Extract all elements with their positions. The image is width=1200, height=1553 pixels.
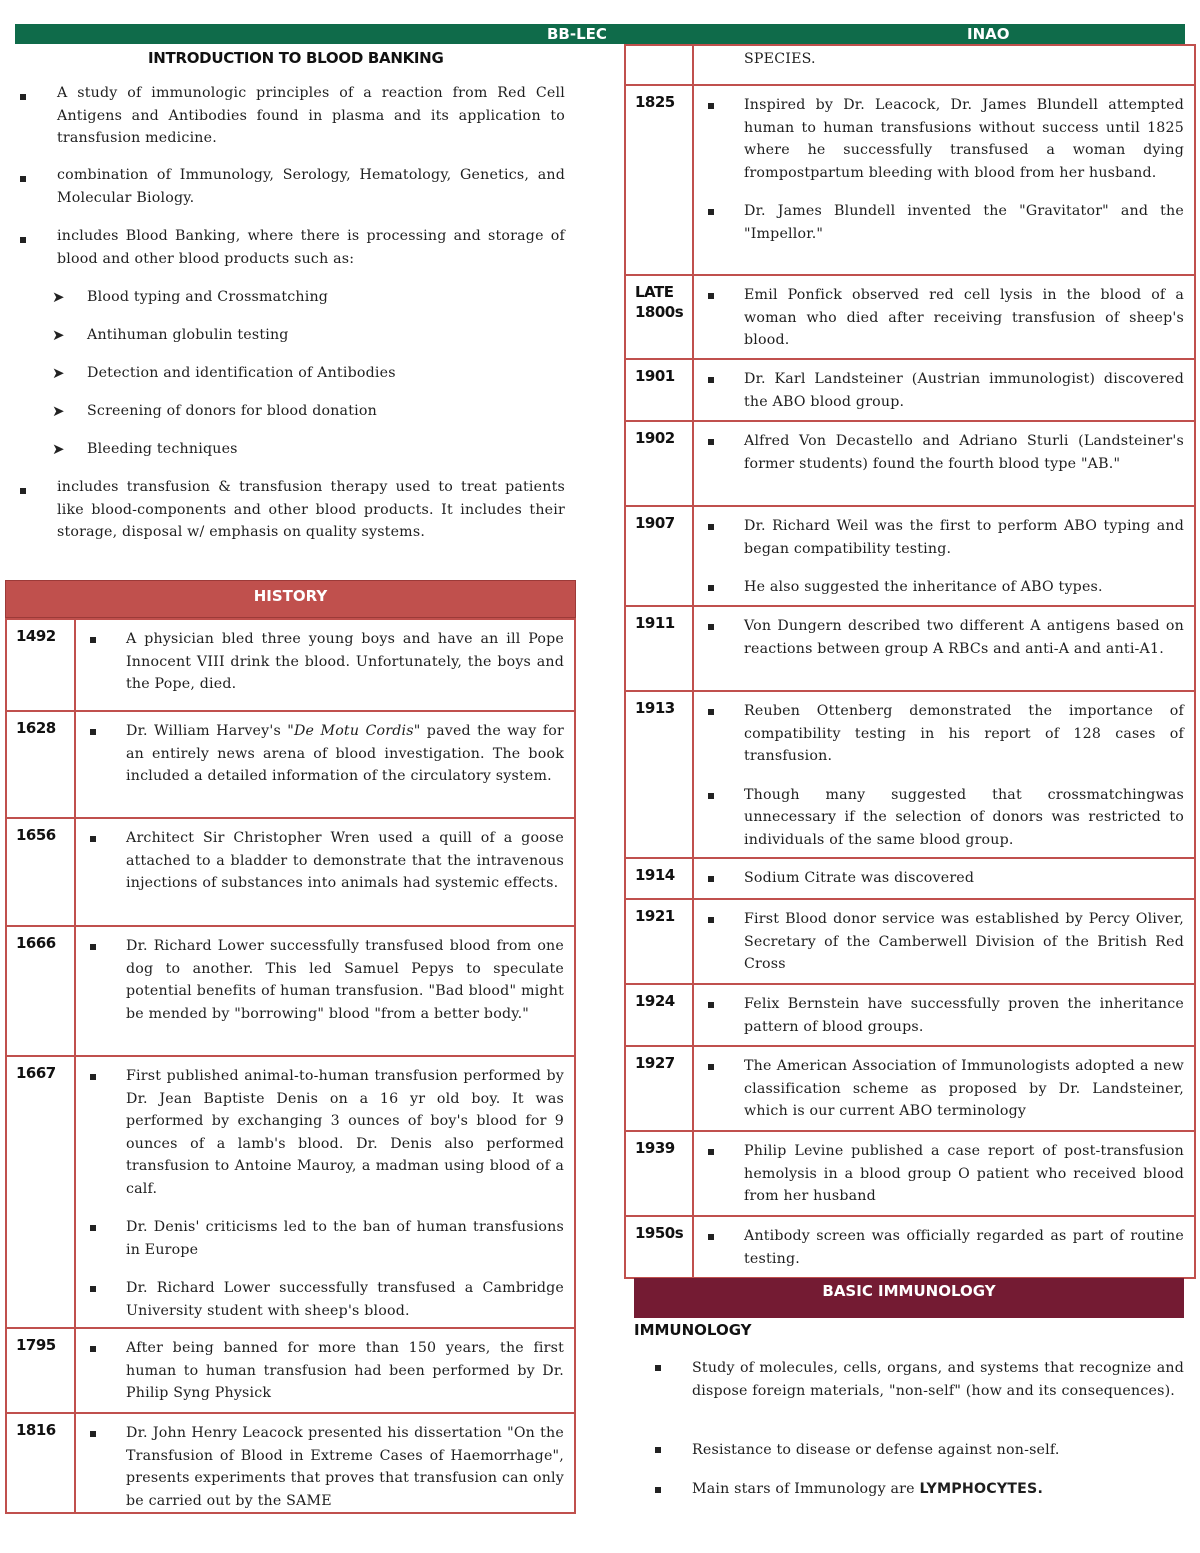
timeline-item-text: Dr. John Henry Leacock presented his dissertation "On the Transfusion of Blood in Extreme Cases of Haemorrhage", presents experiments that proves that transfusion can only be carried out by the SAME [126,1425,564,1509]
timeline-row [6,818,575,926]
bullet-icon [708,1234,714,1240]
timeline-row [625,1216,1195,1278]
arrow-bullet-icon: ➤ [52,440,65,458]
timeline-row [625,858,1195,899]
timeline-item-text: Though many suggested that crossmatchingwas unnecessary if the selection of donors was restricted to individuals of the same blood group. [744,786,1184,848]
author-tag: INAO [967,25,1010,43]
intro-title: INTRODUCTION TO BLOOD BANKING [148,49,444,67]
sub-item: Bleeding techniques [87,441,238,457]
timeline-item-text: Inspired by Dr. Leacock, Dr. James Blundell attempted human to human transfusions without success until 1825 where he successfully transfused a woman dying frompostpartum bleeding with blood from her husband. [744,97,1184,181]
timeline-item [694,368,1184,413]
timeline-item [694,700,1184,768]
bullet-icon [655,1365,661,1371]
sub-item: Antihuman globulin testing [87,327,289,343]
sub-item: Detection and identification of Antibodies [87,365,396,381]
timeline-year: 1907 [635,514,675,532]
bullet-icon [708,1064,714,1070]
arrow-bullet-icon: ➤ [52,288,65,306]
timeline-row [6,1413,575,1513]
timeline-row [625,899,1195,984]
timeline-item-text: After being banned for more than 150 years, the first human to human transfusion had been performed by Dr. Philip Syng Physick [126,1340,564,1401]
timeline-row [6,1056,575,1328]
timeline-item [76,1422,564,1512]
timeline-item [694,576,1184,599]
timeline-year: 1950s [635,1224,684,1242]
bullet-icon [655,1447,661,1453]
bullet-icon [708,585,714,591]
lymphocytes-emphasis: LYMPHOCYTES. [919,1481,1044,1497]
timeline-item [76,1337,564,1405]
immunology-bullet: Study of molecules, cells, organs, and systems that recognize and dispose foreign materials, "non-self" (how and its consequences). [692,1360,1184,1399]
timeline-item [694,784,1184,852]
timeline-year: 1913 [635,699,675,717]
bullet-icon [708,293,714,299]
timeline-year: 1902 [635,429,675,447]
bullet-icon [90,1431,96,1437]
timeline-year: 1666 [16,934,56,952]
timeline-year: 1924 [635,992,675,1010]
bullet-icon [708,624,714,630]
timeline-item [694,993,1184,1038]
timeline-year: LATE 1800s [635,283,684,321]
timeline-row [625,85,1195,275]
bullet-icon [655,1487,661,1493]
bullet-icon [90,836,96,842]
bullet-icon [90,729,96,735]
arrow-bullet-icon: ➤ [52,402,65,420]
timeline-item-text: Dr. Karl Landsteiner (Austrian immunologist) discovered the ABO blood group. [744,371,1184,410]
timeline-item [694,430,1184,475]
bullet-icon [708,377,714,383]
timeline-item-text: Dr. William Harvey's "De Motu Cordis" paved the way for an entirely news arena of blood investigation. The book included a detailed information of the circulatory system. [126,723,564,784]
intro-bullet: combination of Immunology, Serology, Hematology, Genetics, and Molecular Biology. [57,167,565,206]
timeline-item-text: Antibody screen was officially regarded as part of routine testing. [744,1228,1184,1267]
timeline-item [76,1277,564,1322]
timeline-item [694,515,1184,560]
history-timeline-left [5,618,576,1514]
timeline-year: 1795 [16,1336,56,1354]
timeline-item-text: Von Dungern described two different A antigens based on reactions between group A RBCs and anti-A and anti-A1. [744,618,1184,657]
timeline-item-text: Felix Bernstein have successfully proven the inheritance pattern of blood groups. [744,996,1184,1035]
bullet-icon [708,524,714,530]
book-title: De Motu Cordis [293,723,414,739]
timeline-item-text: First published animal-to-human transfusion performed by Dr. Jean Baptiste Denis on a 16 yr old boy. It was performed by exchanging 3 ounces of boy's blood for 9 ounces of a lamb's blood. Dr. Denis also performed transfusion to Antoine Mauroy, a madman using blood of a calf. [126,1068,564,1197]
timeline-year: 1816 [16,1421,56,1439]
timeline-item [694,1225,1184,1270]
course-code: BB-LEC [547,25,607,43]
timeline-row [6,926,575,1056]
timeline-item [694,1055,1184,1123]
timeline-item-text: The American Association of Immunologists adopted a new classification scheme as proposed by Dr. Landsteiner, which is our current ABO terminology [744,1058,1184,1119]
timeline-row [625,506,1195,606]
timeline-item [76,720,564,788]
bullet-icon [20,237,26,243]
timeline-item [76,628,564,696]
bullet-icon [90,637,96,643]
timeline-item [694,1140,1184,1208]
timeline-item [694,284,1184,352]
timeline-item-text: Emil Ponfick observed red cell lysis in the blood of a woman who died after receiving transfusion of sheep's blood. [744,287,1184,348]
timeline-item-text: Reuben Ottenberg demonstrated the importance of compatibility testing in his report of 128 cases of transfusion. [744,703,1184,764]
bullet-icon [708,103,714,109]
immunology-bullet-text: Main stars of Immunology are [692,1481,920,1497]
history-timeline-right [624,44,1196,1279]
bullet-icon [708,1002,714,1008]
timeline-year: 1901 [635,367,675,385]
bullet-icon [708,439,714,445]
bullet-icon [708,209,714,215]
timeline-row [6,1328,575,1413]
arrow-bullet-icon: ➤ [52,326,65,344]
timeline-row [625,275,1195,359]
timeline-year: 1921 [635,907,675,925]
intro-bullet: includes transfusion & transfusion therapy used to treat patients like blood-components and other blood products. It includes their storage, disposal w/ emphasis on quality systems. [57,479,565,540]
timeline-row [625,359,1195,421]
timeline-item-text: Architect Sir Christopher Wren used a quill of a goose attached to a bladder to demonstrate that the intravenous injections of substances into animals had systemic effects. [126,830,564,891]
timeline-row [625,1131,1195,1216]
timeline-row [625,606,1195,691]
bullet-icon [20,488,26,494]
timeline-year: 1939 [635,1139,675,1157]
bullet-icon [20,94,26,100]
timeline-row [625,421,1195,506]
timeline-item [76,1065,564,1200]
bullet-icon [90,1074,96,1080]
timeline-item [694,615,1184,660]
timeline-item-text: He also suggested the inheritance of ABO types. [744,579,1103,595]
history-title: HISTORY [253,587,328,605]
timeline-row [625,691,1195,858]
basic-immunology-title: BASIC IMMUNOLOGY [822,1282,996,1300]
timeline-item [694,94,1184,184]
timeline-year: 1492 [16,627,56,645]
timeline-year: 1927 [635,1054,675,1072]
immunology-bullet: Resistance to disease or defense against non-self. [692,1442,1060,1458]
timeline-item [76,935,564,1025]
timeline-item [76,1216,564,1261]
timeline-year: 1628 [16,719,56,737]
timeline-year: 1667 [16,1064,56,1082]
history-title-bar [5,580,576,618]
bullet-icon [20,176,26,182]
intro-bullet: includes Blood Banking, where there is processing and storage of blood and other blood products such as: [57,228,565,267]
timeline-year: 1911 [635,614,675,632]
timeline-row [6,711,575,818]
arrow-bullet-icon: ➤ [52,364,65,382]
bullet-icon [708,876,714,882]
timeline-item [76,827,564,895]
timeline-item [694,908,1184,976]
sub-item: Screening of donors for blood donation [87,403,377,419]
timeline-row [6,619,575,711]
timeline-year: 1914 [635,866,675,884]
basic-immunology-bar [634,1278,1184,1318]
timeline-row [625,984,1195,1046]
timeline-row [625,1046,1195,1131]
timeline-item-text: First Blood donor service was established by Percy Oliver, Secretary of the Camberwell Division of the British Red Cross [744,911,1184,972]
timeline-item-text: Dr. Denis' criticisms led to the ban of human transfusions in Europe [126,1219,564,1258]
timeline-item-text: Dr. Richard Weil was the first to perform ABO typing and began compatibility testing. [744,518,1184,557]
bullet-icon [90,1346,96,1352]
intro-bullet: A study of immunologic principles of a reaction from Red Cell Antigens and Antibodies found in plasma and its application to transfusion medicine. [57,85,565,146]
bullet-icon [708,709,714,715]
timeline-item-text: Philip Levine published a case report of post-transfusion hemolysis in a blood group O patient who received blood from her husband [744,1143,1184,1204]
timeline-item-text: Alfred Von Decastello and Adriano Sturli (Landsteiner's former students) found the fourth blood type "AB." [744,433,1184,472]
page-header-bar [15,24,1185,44]
timeline-item [694,200,1184,245]
timeline-item-text: Dr. James Blundell invented the "Gravitator" and the "Impellor." [744,203,1184,242]
timeline-continuation: SPECIES. [744,51,816,67]
sub-item: Blood typing and Crossmatching [87,289,329,305]
timeline-year: 1656 [16,826,56,844]
bullet-icon [90,944,96,950]
bullet-icon [708,793,714,799]
timeline-row [625,45,1195,85]
timeline-item-text: Dr. Richard Lower successfully transfused blood from one dog to another. This led Samuel Pepys to speculate potential benefits of human transfusion. "Bad blood" might be mended by "borrowing" blood "from a better body." [126,938,564,1022]
timeline-item-text: Dr. Richard Lower successfully transfused a Cambridge University student with sheep's blood. [126,1280,564,1319]
timeline-item [694,867,1184,890]
immunology-heading: IMMUNOLOGY [634,1321,752,1339]
bullet-icon [90,1286,96,1292]
bullet-icon [708,1149,714,1155]
bullet-icon [708,917,714,923]
immunology-bullet [692,1478,1184,1501]
timeline-item-text: Sodium Citrate was discovered [744,870,975,886]
timeline-item-text: A physician bled three young boys and have an ill Pope Innocent VIII drink the blood. Unfortunately, the boys and the Pope, died. [126,631,564,692]
timeline-year: 1825 [635,93,675,111]
bullet-icon [90,1225,96,1231]
